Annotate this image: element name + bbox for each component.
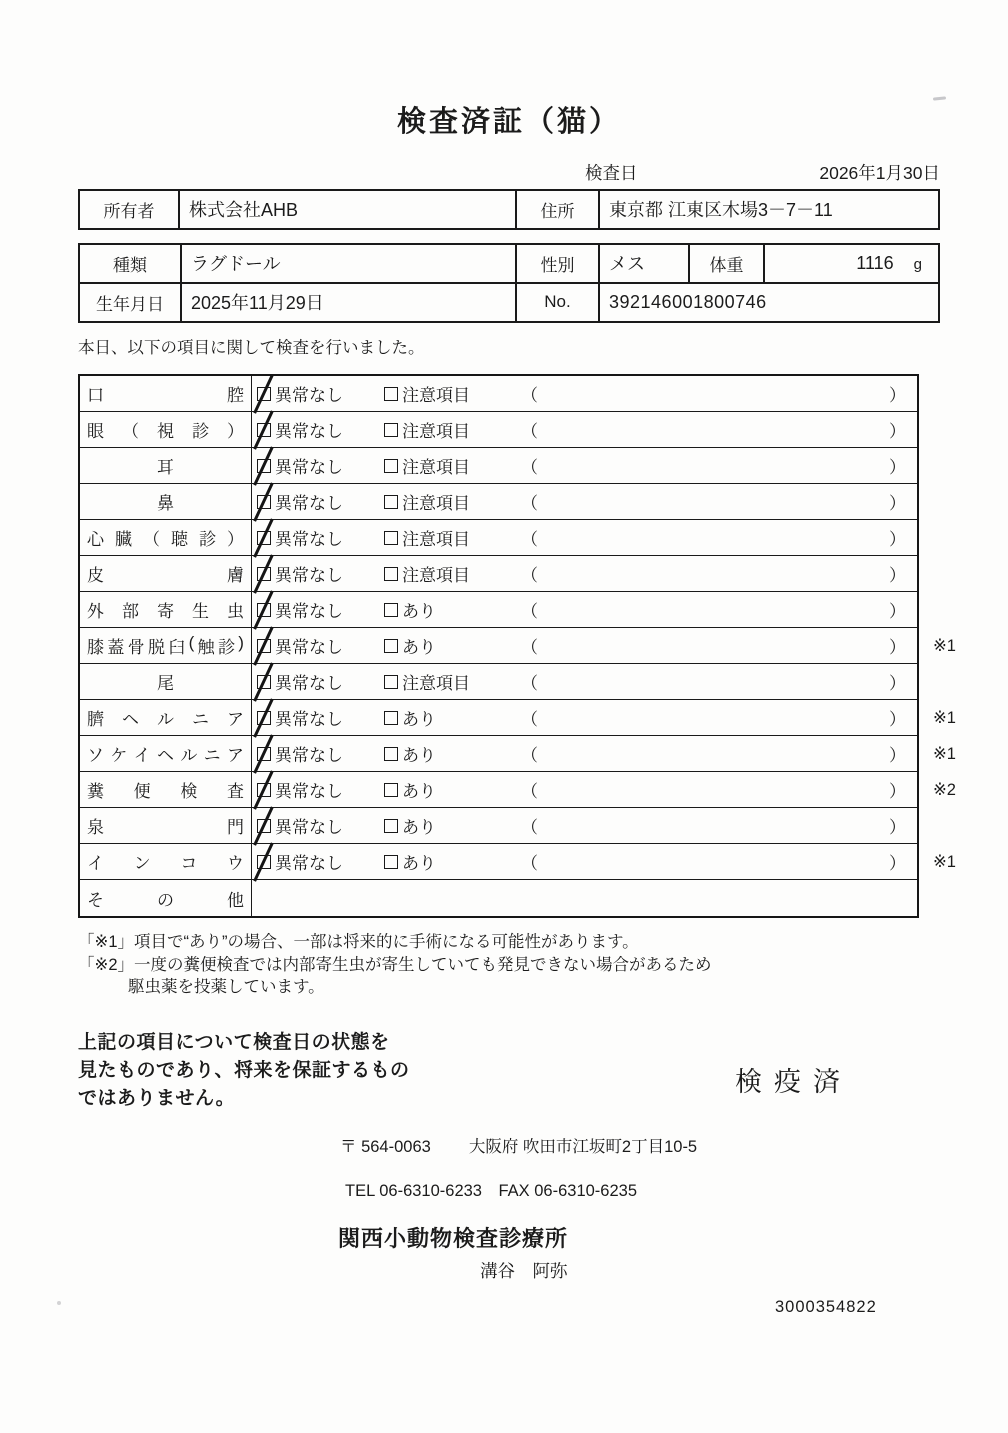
sex-value: メス [599, 244, 689, 283]
checkbox-normal[interactable] [257, 855, 271, 869]
checkbox-normal-label: 異常なし [275, 638, 343, 658]
checklist-item-label: 耳 [80, 448, 252, 483]
checklist-item-content [252, 628, 917, 663]
pet-table [78, 243, 940, 323]
owner-value: 株式会社AHB [179, 190, 516, 229]
checkbox-attention[interactable] [384, 531, 398, 545]
option-attention [384, 489, 521, 514]
footnote-2-line-1: 「※2」一度の糞便検査では内部寄生虫が寄生していても発見できない場合があるため [78, 955, 712, 974]
examiner-name: 溝谷 阿弥 [480, 1260, 568, 1281]
option-normal [257, 633, 384, 658]
checkbox-attention-label: 注意項目 [402, 422, 470, 442]
checklist-item-content [252, 484, 917, 519]
option-normal [257, 417, 384, 442]
footnote-1: 「※1」項目で“あり”の場合、一部は将来的に手術になる可能性があります。 [78, 933, 639, 952]
option-attention [384, 453, 521, 478]
checklist-item-content [252, 592, 917, 627]
intro-text: 本日、以下の項目に関して検査を行いました。 [78, 338, 425, 357]
checkbox-attention-label: 注意項目 [402, 530, 470, 550]
paren-open: （ [521, 530, 538, 550]
checkbox-attention[interactable] [384, 459, 398, 473]
checkbox-normal[interactable] [257, 423, 271, 437]
paren-open: （ [521, 746, 538, 766]
disclaimer-text [78, 1029, 410, 1113]
checklist-row [80, 484, 917, 520]
checkbox-attention-label: 注意項目 [402, 494, 470, 514]
checkbox-normal[interactable] [257, 675, 271, 689]
option-normal [257, 489, 384, 514]
checkbox-normal[interactable] [257, 783, 271, 797]
item-note-mark: ※1 [932, 744, 956, 763]
checklist-item-label: ソ ケ イ ヘ ル ニ ア [80, 736, 252, 771]
paren-open: （ [521, 674, 538, 694]
breed-value: ラグドール [181, 244, 516, 283]
checklist-item-label: 泉 門 [80, 808, 252, 843]
checklist-item-content [252, 412, 917, 447]
address-label: 住所 [516, 190, 599, 229]
checklist-item-content [252, 736, 917, 771]
checkbox-attention-label: あり [402, 602, 436, 622]
paren-close: ） [889, 818, 906, 838]
checkbox-normal[interactable] [257, 819, 271, 833]
checklist-item-content [252, 700, 917, 735]
weight-value: 1116 [856, 252, 894, 273]
paren-close: ） [889, 638, 906, 658]
checkbox-attention[interactable] [384, 423, 398, 437]
item-note-mark: ※1 [932, 852, 956, 871]
postal-code: 〒 564-0063 [340, 1137, 431, 1156]
id-number-value: 392146001800746 [599, 283, 939, 322]
checkbox-normal-label: 異常なし [275, 746, 343, 766]
option-normal [257, 849, 384, 874]
checklist-item-label: 鼻 [80, 484, 252, 519]
serial-number: 3000354822 [775, 1297, 877, 1316]
checklist-item-label: 膝 蓋 骨 脱 臼 ( 触 診 ) [80, 628, 252, 663]
id-number-label: No. [516, 283, 599, 322]
checkbox-normal[interactable] [257, 711, 271, 725]
paren-open: （ [521, 458, 538, 478]
option-attention [384, 525, 521, 550]
pet-row-2 [79, 283, 939, 322]
checkbox-attention[interactable] [384, 567, 398, 581]
clinic-address: 大阪府 吹田市江坂町2丁目10-5 [468, 1137, 698, 1156]
checklist-item-label: 外 部 寄 生 虫 [80, 592, 252, 627]
checkbox-attention-label: 注意項目 [402, 566, 470, 586]
owner-table [78, 189, 940, 230]
weight-label: 体重 [689, 244, 764, 283]
paren-close: ） [889, 674, 906, 694]
checkbox-normal-label: 異常なし [275, 566, 343, 586]
checkbox-normal[interactable] [257, 459, 271, 473]
checklist-item-label: 心 臓 （ 聴 診 ） [80, 520, 252, 555]
paren-open: （ [521, 854, 538, 874]
checklist-row [80, 592, 917, 628]
checklist-item-content [252, 520, 917, 555]
footnote-2-line-2: 駆虫薬を投薬しています。 [128, 978, 325, 997]
scan-artifact [57, 1301, 61, 1305]
checklist-item-label: そ の 他 [80, 880, 252, 916]
option-normal [257, 561, 384, 586]
checkbox-normal-label: 異常なし [275, 422, 343, 442]
disclaimer-line-2: 見たものであり、将来を保証するもの [78, 1059, 410, 1081]
address-value: 東京都 江東区木場3－7－11 [599, 190, 939, 229]
checkbox-normal[interactable] [257, 495, 271, 509]
option-normal [257, 669, 384, 694]
checklist-item-label: イ ン コ ウ [80, 844, 252, 879]
checkbox-normal-label: 異常なし [275, 602, 343, 622]
option-normal [257, 813, 384, 838]
checklist-row [80, 808, 917, 844]
paren-close: ） [889, 494, 906, 514]
checkbox-attention[interactable] [384, 711, 398, 725]
checklist-row [80, 448, 917, 484]
checklist-row [80, 664, 917, 700]
checkbox-attention-label: 注意項目 [402, 458, 470, 478]
checkbox-normal-label: 異常なし [275, 782, 343, 802]
checkbox-attention-label: 注意項目 [402, 674, 470, 694]
paren-close: ） [889, 530, 906, 550]
disclaimer-line-1: 上記の項目について検査日の状態を [78, 1031, 390, 1053]
checkbox-attention[interactable] [384, 819, 398, 833]
checkbox-normal-label: 異常なし [275, 710, 343, 730]
footnotes [78, 931, 940, 999]
checklist-item-content [252, 808, 917, 843]
paren-close: ） [889, 782, 906, 802]
checklist-item-content [252, 844, 917, 879]
option-attention [384, 849, 521, 874]
checklist-row [80, 628, 956, 664]
checkbox-attention[interactable] [384, 639, 398, 653]
option-attention [384, 777, 521, 802]
tel-fax-line: TEL 06-6310-6233 FAX 06-6310-6235 [345, 1181, 638, 1200]
option-attention [384, 417, 521, 442]
paren-open: （ [521, 602, 538, 622]
checkbox-normal-label: 異常なし [275, 530, 343, 550]
checkbox-normal[interactable] [257, 531, 271, 545]
option-attention [384, 741, 521, 766]
paren-close: ） [889, 854, 906, 874]
option-normal [257, 741, 384, 766]
checklist-row [80, 700, 956, 736]
checkbox-attention[interactable] [384, 495, 398, 509]
checkbox-attention[interactable] [384, 855, 398, 869]
option-attention [384, 813, 521, 838]
inspection-date-row [78, 160, 940, 182]
checkbox-normal[interactable] [257, 747, 271, 761]
checklist-item-label: 口 腔 [80, 376, 252, 411]
paren-close: ） [889, 566, 906, 586]
checkbox-attention-label: あり [402, 854, 436, 874]
checklist-item-content [252, 664, 917, 699]
checklist-row [80, 376, 917, 412]
inspection-checklist [78, 374, 956, 918]
checklist-row [80, 772, 956, 808]
paren-open: （ [521, 638, 538, 658]
checkbox-normal[interactable] [257, 387, 271, 401]
checkbox-attention[interactable] [384, 387, 398, 401]
checkbox-attention-label: 注意項目 [402, 386, 470, 406]
page-title: 検査済証（猫） [396, 106, 621, 139]
paren-open: （ [521, 782, 538, 802]
checklist-item-label: 糞 便 検 査 [80, 772, 252, 807]
option-attention [384, 561, 521, 586]
checklist-item-label: 眼 （ 視 診 ） [80, 412, 252, 447]
option-normal [257, 453, 384, 478]
pet-row-1 [79, 244, 939, 283]
option-normal [257, 381, 384, 406]
option-attention [384, 705, 521, 730]
paren-close: ） [889, 386, 906, 406]
checkbox-attention-label: あり [402, 746, 436, 766]
option-normal [257, 705, 384, 730]
checkbox-normal-label: 異常なし [275, 494, 343, 514]
paren-open: （ [521, 818, 538, 838]
inspection-date-value: 2026年1月30日 [819, 162, 940, 183]
paren-close: ） [889, 602, 906, 622]
clinic-address-line [340, 1133, 940, 1157]
item-note-mark: ※1 [932, 708, 956, 727]
clinic-name: 関西小動物検査診療所 [338, 1225, 569, 1251]
checkbox-normal-label: 異常なし [275, 458, 343, 478]
checkbox-normal[interactable] [257, 603, 271, 617]
weight-unit: g [913, 255, 922, 273]
checkbox-attention[interactable] [384, 747, 398, 761]
checklist-row [80, 880, 917, 916]
checkbox-normal[interactable] [257, 639, 271, 653]
checkbox-normal-label: 異常なし [275, 818, 343, 838]
checkbox-normal-label: 異常なし [275, 674, 343, 694]
checkbox-normal[interactable] [257, 567, 271, 581]
option-attention [384, 633, 521, 658]
checklist-item-content [252, 448, 917, 483]
paren-close: ） [889, 458, 906, 478]
checkbox-attention-label: あり [402, 710, 436, 730]
checklist-item-content [252, 556, 917, 591]
option-normal [257, 777, 384, 802]
checklist-item-label: 臍 ヘ ル ニ ア [80, 700, 252, 735]
checklist-item-label: 尾 [80, 664, 252, 699]
checklist-item-label: 皮 膚 [80, 556, 252, 591]
paren-open: （ [521, 710, 538, 730]
checkbox-attention-label: あり [402, 638, 436, 658]
checkbox-attention[interactable] [384, 603, 398, 617]
paren-close: ） [889, 422, 906, 442]
paren-open: （ [521, 494, 538, 514]
item-note-mark: ※1 [932, 636, 956, 655]
checklist-row [80, 556, 917, 592]
checkbox-normal-label: 異常なし [275, 386, 343, 406]
checklist-item-content [252, 880, 917, 916]
option-normal [257, 597, 384, 622]
birthdate-label: 生年月日 [79, 283, 181, 322]
checklist-item-content [252, 376, 917, 411]
sex-label: 性別 [516, 244, 599, 283]
checklist-row [80, 520, 917, 556]
checkbox-attention-label: あり [402, 818, 436, 838]
paren-close: ） [889, 710, 906, 730]
checkbox-normal-label: 異常なし [275, 854, 343, 874]
checkbox-attention-label: あり [402, 782, 436, 802]
option-attention [384, 381, 521, 406]
checkbox-attention[interactable] [384, 783, 398, 797]
option-attention [384, 669, 521, 694]
paren-open: （ [521, 566, 538, 586]
checklist-row [80, 844, 956, 880]
item-note-mark: ※2 [932, 780, 956, 799]
bottom-section [78, 1029, 940, 1113]
weight-cell [764, 244, 939, 283]
quarantine-stamp: 検疫済 [735, 1067, 852, 1098]
paren-open: （ [521, 422, 538, 442]
birthdate-value: 2025年11月29日 [181, 283, 516, 322]
option-attention [384, 597, 521, 622]
checkbox-attention[interactable] [384, 675, 398, 689]
paren-close: ） [889, 746, 906, 766]
breed-label: 種類 [79, 244, 181, 283]
owner-row [79, 190, 939, 229]
owner-label: 所有者 [79, 190, 179, 229]
option-normal [257, 525, 384, 550]
checklist-item-content [252, 772, 917, 807]
checklist-row [80, 412, 917, 448]
inspection-date-label: 検査日 [585, 162, 638, 183]
disclaimer-line-3: ではありません。 [78, 1087, 236, 1109]
checklist-row [80, 736, 956, 772]
paren-open: （ [521, 386, 538, 406]
